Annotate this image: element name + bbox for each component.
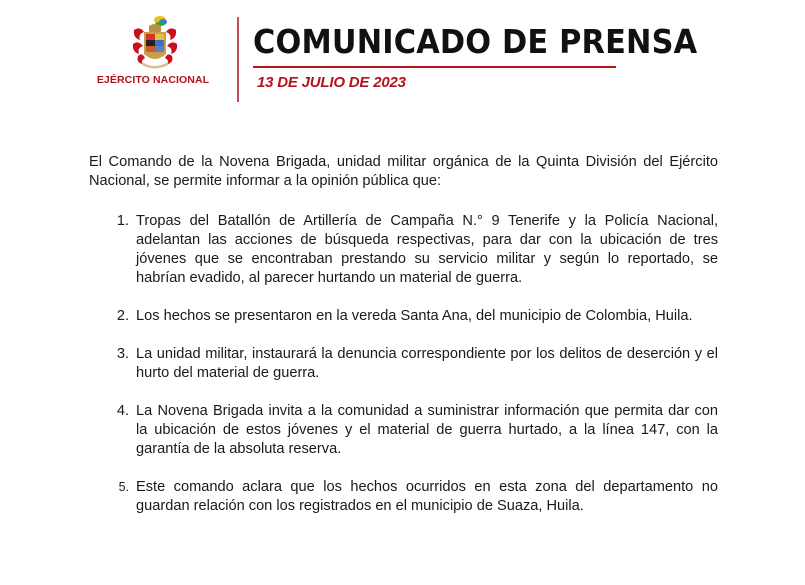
list-item — [89, 345, 718, 383]
item-number: 5. — [118, 480, 129, 494]
list-item — [89, 478, 718, 516]
release-date: 13 DE JULIO DE 2023 — [257, 74, 406, 91]
organization-name: EJÉRCITO NACIONAL — [96, 74, 210, 86]
list-item — [89, 212, 718, 288]
coat-of-arms-icon — [130, 14, 180, 72]
item-number: 1. — [116, 213, 129, 229]
page-title: COMUNICADO DE PRENSA — [253, 22, 698, 61]
item-text: La Novena Brigada invita a la comunidad a suministrar información que permita dar con la ubicación de estos jóvenes y el material de guerra hurtado, a la línea 147, con la garantía de la absoluta reserva. — [136, 403, 718, 457]
press-release-body — [89, 153, 718, 535]
army-logo — [88, 14, 218, 94]
title-underline — [253, 66, 616, 68]
item-text: Este comando aclara que los hechos ocurridos en esta zona del departamento no guardan relación con los registrados en el municipio de Suaza, Huila. — [136, 479, 718, 514]
item-number: 4. — [116, 403, 129, 419]
item-text: La unidad militar, instaurará la denuncia correspondiente por los delitos de deserción y el hurto del material de guerra. — [136, 346, 718, 381]
item-text: Tropas del Batallón de Artillería de Campaña N.° 9 Tenerife y la Policía Nacional, adelantan las acciones de búsqueda respectivas, para dar con la ubicación de tres jóvenes que se encontraban prestando su servicio militar y según lo reportado, se habrían evadido, al parecer hurtando un material de guerra. — [136, 213, 718, 286]
list-item — [89, 307, 718, 326]
statement-list — [89, 212, 718, 516]
item-number: 3. — [116, 346, 129, 362]
item-text: Los hechos se presentaron en la vereda Santa Ana, del municipio de Colombia, Huila. — [136, 308, 693, 324]
item-number: 2. — [116, 308, 129, 324]
press-release-header — [0, 0, 805, 110]
list-item — [89, 402, 718, 459]
intro-paragraph: El Comando de la Novena Brigada, unidad militar orgánica de la Quinta División del Ejército Nacional, se permite informar a la opinión pública que: — [89, 154, 718, 189]
header-divider — [237, 17, 239, 102]
